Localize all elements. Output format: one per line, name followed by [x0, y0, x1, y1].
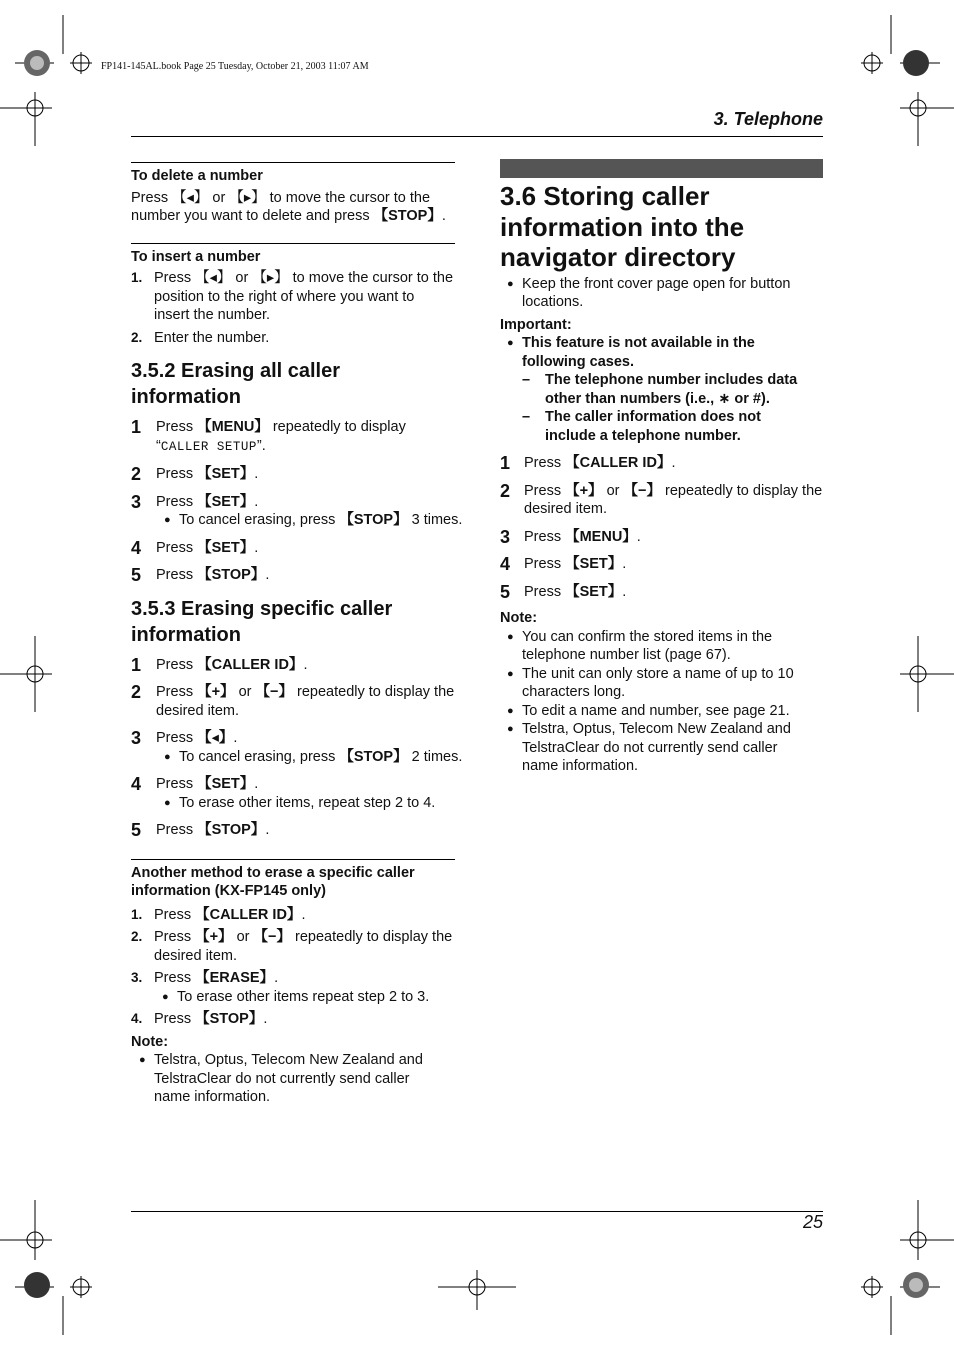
important-case-1: – The telephone number includes data	[522, 372, 798, 388]
another-method-heading: Another method to erase a specific caller information (KX-FP145 only)	[131, 859, 455, 901]
store-step-2-line-2: desired item.	[524, 501, 608, 517]
delete-line-2: number you want to delete and press 【STOP】.	[131, 208, 446, 224]
insert-step-1-line-2: position to the right of where you want to	[154, 288, 415, 305]
erase-all-step-3: 3 Press 【SET】.	[131, 491, 259, 512]
store-step-5: 5 Press 【SET】.	[500, 581, 627, 602]
right-note-2-line-2: characters long.	[522, 684, 626, 700]
important-line-2: following cases.	[522, 353, 634, 370]
another-step-3-note: ● To erase other items repeat step 2 to 3.	[162, 988, 430, 1005]
store-step-4: 4 Press 【SET】.	[500, 554, 627, 574]
delete-line-1: Press 【◂】 or 【▸】 to move the cursor to the	[131, 189, 431, 206]
erase-specific-step-5: 5 Press 【STOP】.	[131, 820, 270, 840]
right-note-heading: Note:	[500, 610, 538, 626]
section-bar	[500, 159, 823, 178]
erase-specific-step-3-note: ● To cancel erasing, press 【STOP】 2 times.	[164, 748, 463, 765]
left-note-line-3: name information.	[154, 1089, 271, 1105]
insert-step-2: 2. Enter the number.	[131, 329, 270, 346]
file-meta-line: FP141-145AL.book Page 25 Tuesday, October 21, 2003 11:07 AM	[101, 61, 369, 72]
erase-all-step-4: 4 Press 【SET】.	[131, 537, 259, 558]
left-note-line-2: TelstraClear do not currently send caller	[154, 1070, 410, 1087]
heading-3-6: 3.6 Storing caller information into the navigator directory	[500, 181, 745, 272]
important-line-1: ● This feature is not available in the	[507, 335, 755, 351]
keep-cover-note: ● Keep the front cover page open for button	[507, 275, 791, 292]
insert-step-1: 1. Press 【◂】 or 【▸】 to move the cursor to the	[131, 270, 454, 286]
insert-heading: To insert a number	[131, 243, 455, 267]
erase-specific-step-3: 3 Press 【◂】.	[131, 728, 238, 748]
heading-3-5-3: 3.5.3 Erasing specific caller information	[131, 597, 393, 646]
delete-heading: To delete a number	[131, 162, 455, 186]
another-step-3: 3. Press 【ERASE】.	[131, 970, 279, 986]
erase-all-step-3-note: ● To cancel erasing, press 【STOP】 3 times.	[164, 512, 463, 528]
erase-specific-step-1: 1 Press 【CALLER ID】.	[131, 654, 308, 675]
keep-cover-note-line-2: locations.	[522, 294, 584, 310]
important-case-2-line-2: include a telephone number.	[545, 427, 741, 444]
right-note-4: ● Telstra, Optus, Telecom New Zealand and	[507, 721, 791, 737]
footer-rule	[131, 1211, 823, 1212]
store-step-1: 1 Press 【CALLER ID】.	[500, 453, 676, 473]
header-rule	[131, 136, 823, 137]
important-case-2: – The caller information does not	[522, 409, 761, 425]
another-step-2: 2. Press 【+】 or 【−】 repeatedly to display the	[131, 929, 453, 945]
store-step-2: 2 Press 【+】 or 【−】 repeatedly to display the	[500, 480, 823, 501]
erase-specific-step-2-line-2: desired item.	[156, 702, 240, 719]
important-heading: Important:	[500, 316, 572, 333]
erase-all-step-1: 1 Press 【MENU】 repeatedly to display	[131, 417, 406, 437]
heading-3-5-2: 3.5.2 Erasing all caller information	[131, 360, 341, 408]
important-case-1-line-2: other than numbers (i.e., ∗ or #).	[545, 390, 770, 407]
left-note-line-1: ● Telstra, Optus, Telecom New Zealand and	[139, 1052, 423, 1068]
page-number: 25	[802, 1212, 823, 1232]
another-step-4: 4. Press 【STOP】.	[131, 1011, 268, 1027]
store-step-3: 3 Press 【MENU】.	[500, 526, 641, 547]
left-column	[131, 162, 463, 1107]
right-note-3: ● To edit a name and number, see page 21.	[507, 702, 790, 719]
right-note-1: ● You can confirm the stored items in the	[507, 628, 773, 645]
insert-step-1-line-3: insert the number.	[154, 307, 271, 323]
erase-specific-step-4: 4 Press 【SET】.	[131, 774, 259, 794]
erase-all-step-2: 2 Press 【SET】.	[131, 464, 259, 484]
erase-all-step-1-line-2: “CALLER SETUP”.	[156, 437, 266, 454]
another-step-2-line-2: desired item.	[154, 947, 238, 964]
right-note-4-line-2: TelstraClear do not currently send caller	[522, 739, 778, 756]
right-note-4-line-3: name information.	[522, 758, 639, 774]
erase-all-step-5: 5 Press 【STOP】.	[131, 565, 270, 585]
erase-specific-step-2: 2 Press 【+】 or 【−】 repeatedly to display the	[131, 682, 455, 702]
left-note-heading: Note:	[131, 1033, 169, 1050]
section-title: 3. Telephone	[713, 109, 823, 129]
erase-specific-step-4-note: ● To erase other items, repeat step 2 to 4.	[164, 794, 436, 811]
right-column	[500, 181, 824, 776]
right-note-1-line-2: telephone number list (page 67).	[522, 647, 731, 663]
another-step-1: 1. Press 【CALLER ID】.	[131, 906, 306, 923]
right-note-2: ● The unit can only store a name of up to 10	[507, 665, 794, 682]
